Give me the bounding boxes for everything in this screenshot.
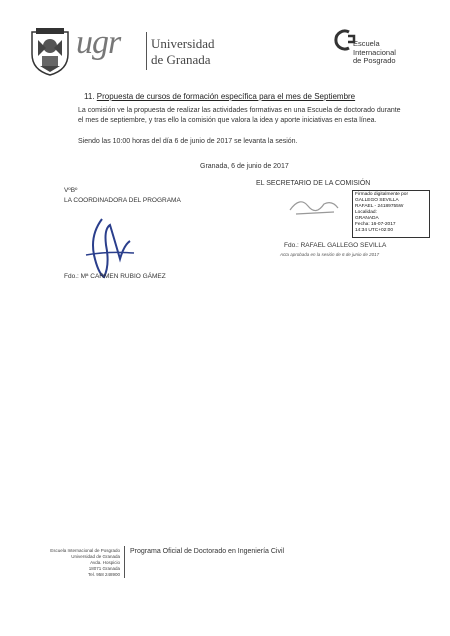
digital-signature-text: Firmado digitalmente por GALLEGO SEVILLA RAFAEL - 24189755W Localidad: GRANADA Fecha: 16-07-2017 14:34 UTC+02:00 [355,192,409,233]
footer-address-line: Universidad de Granada [71,554,120,559]
coordinator-name: Fdo.: Mª CARMEN RUBIO GÁMEZ [64,273,166,280]
secretary-note: Acta aprobada en la sesión de 6 de junio de 2017 [280,252,380,257]
university-name [151,36,215,68]
footer-address-line: 18071 Granada [88,566,120,571]
university-name-line2: de Granada [151,52,211,67]
logo-divider [146,32,147,70]
footer-address-line: Avda. Hospicio [90,560,120,565]
footer-address [40,548,120,578]
coordinator-signature-icon [80,215,140,281]
secretary-signature-icon [286,192,346,220]
footer-program: Programa Oficial de Doctorado en Ingeniería Civil [130,548,285,555]
school-logo [333,26,443,72]
footer-address-line: Escuela Internacional de Posgrado [50,548,120,553]
section-title: Propuesta de cursos de formación específica para el mes de Septiembre [96,92,356,101]
vobo-label: VºBº [64,187,78,194]
section-number: 11. [84,92,95,101]
footer-address-line: Tel. 958 248900 [87,572,120,577]
university-logo [28,22,215,80]
secretary-title: EL SECRETARIO DE LA COMISIÓN [256,180,371,187]
closing-paragraph: Siendo las 10:00 horas del día 6 de junio de 2017 se levanta la sesión. [78,138,298,145]
footer-divider [124,546,125,578]
school-name-line2: Internacional [353,47,396,57]
place-date: Granada, 6 de junio de 2017 [200,163,289,170]
coordinator-title: LA COORDINADORA DEL PROGRAMA [64,197,181,204]
ugr-wordmark: ugr [76,24,121,61]
school-name-line1: Escuela [353,39,380,48]
paragraph-line: el mes de septiembre, y tras ello la comisión que valora la idea y aporte iniciativas en esta línea. [78,117,377,124]
university-crest-icon [28,26,72,76]
school-name-line3: de Posgrado [353,56,396,65]
paragraph-line: La comisión ve la propuesta de realizar las actividades formativas en una Escuela de doctorado durante [78,107,401,114]
school-name [353,40,396,66]
secretary-name: Fdo.: RAFAEL GALLEGO SEVILLA [284,242,387,249]
section-heading [84,92,355,101]
university-name-line1: Universidad [151,36,215,51]
